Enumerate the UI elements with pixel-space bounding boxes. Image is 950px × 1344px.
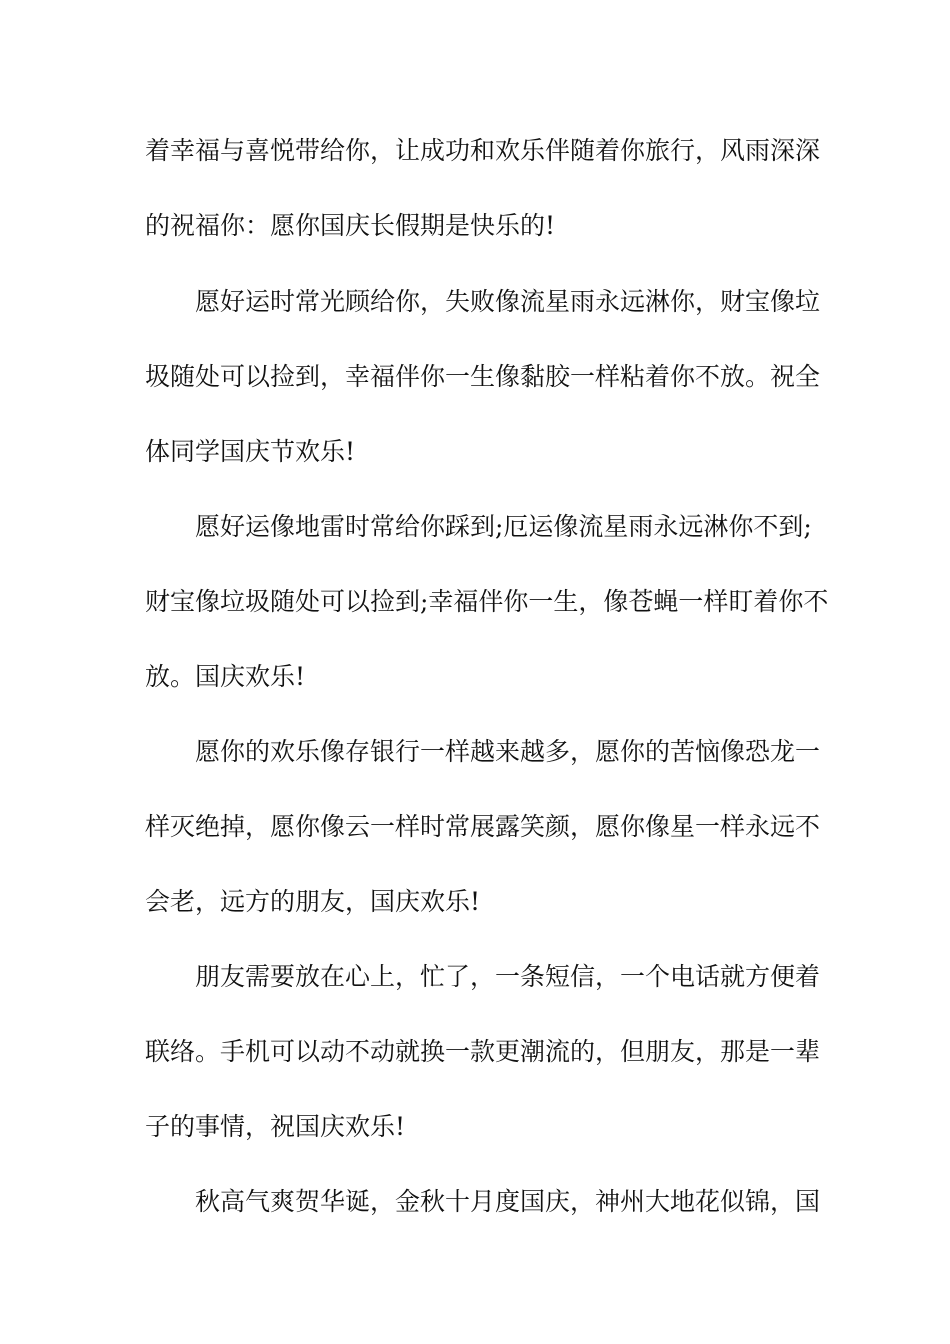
paragraph-first-line: 愿你的欢乐像存银行一样越来越多，愿你的苦恼像恐龙一	[195, 737, 821, 766]
paragraph-first-line: 秋高气爽贺华诞，金秋十月度国庆，神州大地花似锦，国	[195, 1187, 821, 1216]
paragraph-first-line: 愿好运时常光顾给你，失败像流星雨永远淋你，财宝像垃	[195, 287, 821, 316]
text-line: 财宝像垃圾随处可以捡到;幸福伴你一生，像苍蝇一样盯着你不	[145, 587, 829, 616]
text-line: 子的事情，祝国庆欢乐!	[145, 1112, 406, 1141]
text-line: 着幸福与喜悦带给你，让成功和欢乐伴随着你旅行，风雨深深	[145, 136, 821, 165]
paragraph-first-line: 愿好运像地雷时常给你踩到;厄运像流星雨永远淋你不到;	[195, 512, 812, 541]
text-line: 联络。手机可以动不动就换一款更潮流的，但朋友，那是一辈	[145, 1037, 821, 1066]
text-line: 放。国庆欢乐!	[145, 662, 306, 691]
text-line: 会老，远方的朋友，国庆欢乐!	[145, 887, 481, 916]
text-line: 圾随处可以捡到，幸福伴你一生像黏胶一样粘着你不放。祝全	[145, 362, 821, 391]
text-line: 的祝福你：愿你国庆长假期是快乐的!	[145, 211, 556, 240]
text-line: 样灭绝掉，愿你像云一样时常展露笑颜，愿你像星一样永远不	[145, 812, 821, 841]
text-line: 体同学国庆节欢乐!	[145, 437, 356, 466]
paragraph-first-line: 朋友需要放在心上，忙了，一条短信，一个电话就方便着	[195, 962, 821, 991]
